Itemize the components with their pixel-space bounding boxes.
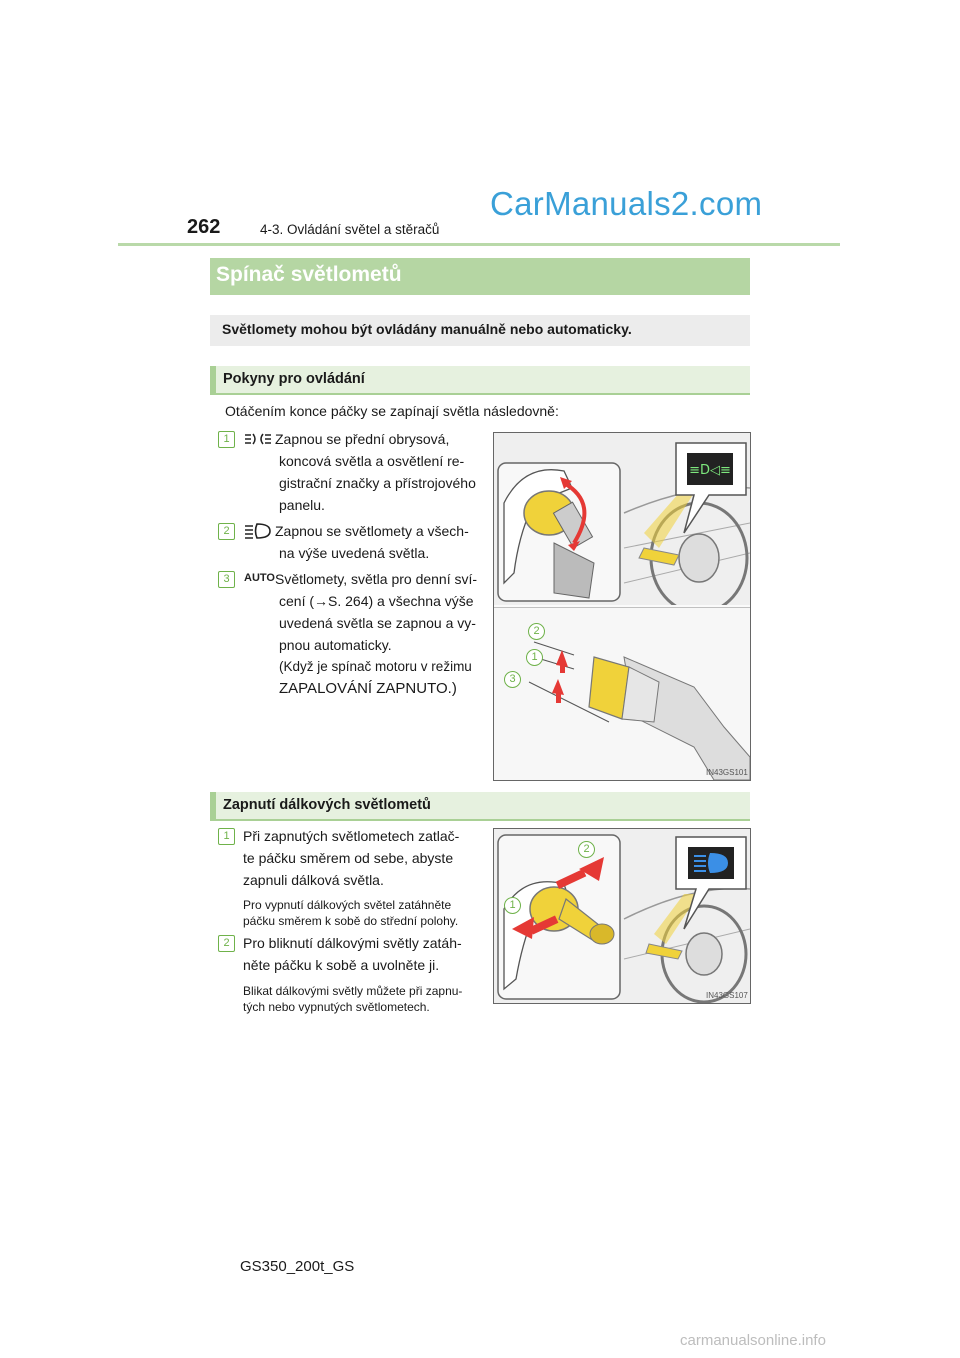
figure-headlight-switch <box>493 432 751 781</box>
callout-number: 1 <box>526 649 543 666</box>
figure-code: IN43GS101 <box>706 768 748 777</box>
figure-high-beam <box>493 828 751 1004</box>
section1-heading: Pokyny pro ovládání <box>223 371 365 387</box>
item2-line: na výše uvedená světla. <box>279 545 430 561</box>
item1-line: gistrační značky a přístrojového <box>279 475 476 491</box>
item3-line: Světlomety, světla pro denní sví- <box>275 571 478 587</box>
s2-item2-line: něte páčku k sobě a uvolněte ji. <box>243 957 440 973</box>
header-rule <box>118 243 840 246</box>
section1-heading-accent <box>210 366 216 395</box>
page-number: 262 <box>187 216 221 238</box>
callout-number: 1 <box>504 897 521 914</box>
item2-line: Zapnou se světlomety a všech- <box>275 523 469 539</box>
callout-number: 2 <box>528 623 545 640</box>
model-code: GS350_200t_GS <box>240 1258 355 1275</box>
item1-line: panelu. <box>279 497 325 513</box>
s2-item2-note: tých nebo vypnutých světlometech. <box>243 1000 430 1014</box>
s2-item1-note: páčku směrem k sobě do střední polohy. <box>243 914 459 928</box>
s2-item2-note: Blikat dálkovými světly můžete při zapnu- <box>243 984 463 998</box>
dashboard-illustration <box>494 433 750 605</box>
item3-line: pnou automaticky. <box>279 637 392 653</box>
footer-watermark[interactable]: carmanualsonline.info <box>680 1332 826 1349</box>
section-path: 4-3. Ovládání světel a stěračů <box>260 222 440 237</box>
item3-line: (Když je spínač motoru v režimu <box>279 659 472 674</box>
item-number: 1 <box>218 431 235 448</box>
s2-item1-line: zapnuli dálková světla. <box>243 872 384 888</box>
item1-line: Zapnou se přední obrysová, <box>275 431 450 447</box>
s2-item1-note: Pro vypnutí dálkových světel zatáhněte <box>243 898 452 912</box>
section1-intro: Otáčením konce páčky se zapínají světla následovně: <box>225 403 559 419</box>
s2-item1-line: Při zapnutých světlometech zatlač- <box>243 828 460 844</box>
item-number: 2 <box>218 523 235 540</box>
auto-icon: AUTO <box>244 572 275 584</box>
item-number: 2 <box>218 935 235 952</box>
headlight-icon <box>244 523 272 539</box>
item-number: 3 <box>218 571 235 588</box>
section2-heading-accent <box>210 792 216 821</box>
parking-lights-icon <box>244 432 272 446</box>
figure-code: IN43GS107 <box>706 991 748 1000</box>
svg-text:≡D◁≡: ≡D◁≡ <box>689 463 731 478</box>
section2-heading: Zapnutí dálkových světlometů <box>223 797 431 813</box>
item-number: 1 <box>218 828 235 845</box>
callout-number: 3 <box>504 671 521 688</box>
site-watermark[interactable]: CarManuals2.com <box>490 185 763 222</box>
s2-item2-line: Pro bliknutí dálkovými světly zatáh- <box>243 935 462 951</box>
s2-item1-line: te páčku směrem od sebe, abyste <box>243 850 454 866</box>
item3-line: ZAPALOVÁNÍ ZAPNUTO.) <box>279 680 457 697</box>
item1-line: koncová světla a osvětlení re- <box>279 453 465 469</box>
item3-line: cení (→S. 264) a všechna výše <box>279 593 474 609</box>
callout-number: 2 <box>578 841 595 858</box>
high-beam-illustration <box>494 829 750 1003</box>
summary-text: Světlomety mohou být ovládány manuálně nebo automaticky. <box>222 321 632 337</box>
page-title: Spínač světlometů <box>216 263 402 286</box>
item3-line: uvedená světla se zapnou a vy- <box>279 615 476 631</box>
